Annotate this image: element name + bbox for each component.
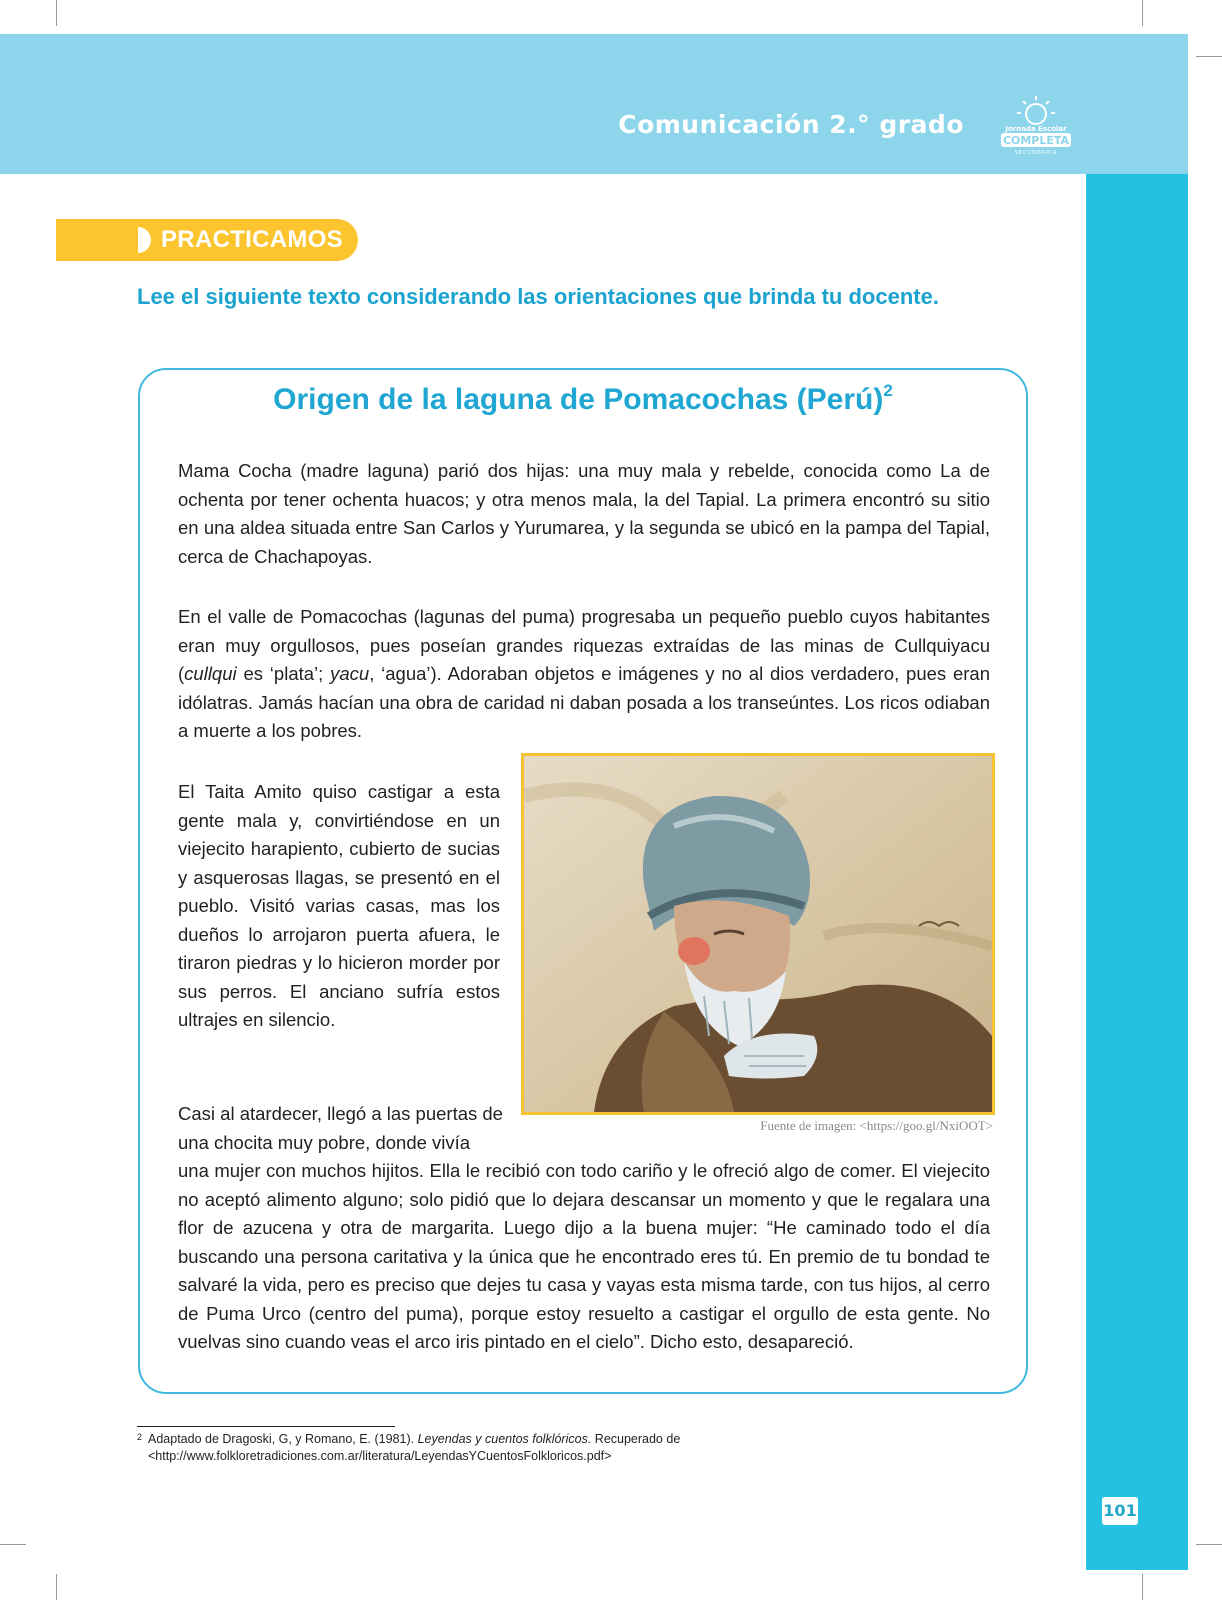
crop-mark — [1142, 0, 1143, 26]
story-paragraph: una mujer con muchos hijitos. Ella le recibió con todo cariño y le ofreció algo de comer. El viejecito no aceptó alimento alguno; solo pidió que lo dejara descansar un momento y que le regalara una flor de azucena y otra de margarita. Luego dijo a la buena mujer: “He caminado todo el día buscando una persona caritativa y la única que he encontrado eres tú. En premio de tu bondad te salvaré la vida, pero es preciso que dejes tu casa y vayas esta misma tarde, con tus hijos, al cerro de Puma Urco (centro del puma), porque estoy resuelto a castigar el orgullo de esta gente. No vuelvas sino cuando veas el arco iris pintado en el cielo”. Dicho esto, desapareció. — [178, 1160, 990, 1352]
crop-mark — [56, 1574, 57, 1600]
footnote-rule — [137, 1426, 395, 1427]
story-illustration — [521, 753, 995, 1115]
page-header-title: Comunicación 2.° grado — [618, 110, 964, 139]
paragraph-text: En el valle de Pomacochas (lagunas del puma) progresaba un pequeño pueblo cuyos habitantes eran muy orgullosos, pues poseían grandes riquezas extraídas de las minas de Cullquiyacu ( — [178, 606, 990, 684]
footnote-text: Recuperado de <http://www.folkloretradiciones.com.ar/literatura/LeyendasYCuentosFolkloricos.pdf> — [148, 1432, 681, 1463]
section-label-badge — [56, 219, 358, 261]
section-label: PRACTICAMOS — [161, 226, 343, 253]
story-paragraph: Mama Cocha (madre laguna) parió dos hijas: una muy mala y rebelde, conocida como La de ochenta por tener ochenta huacos; y otra menos mala, la del Tapial. La primera encontró su sitio en una aldea situada entre San Carlos y Yurumarea, y la segunda se ubicó en la pampa del Tapial, cerca de Chachapoyas. — [178, 460, 990, 567]
story-paragraph: El Taita Amito quiso castigar a esta gente mala y, convirtiéndose en un viejecito harapiento, cubierto de sucias y asquerosas llagas, se presentó en el pueblo. Visitó varias casas, mas los dueños lo arrojaron puerta afuera, le tiraron piedras y lo hicieron morder por sus perros. El anciano sufría estos ultrajes en silencio. — [178, 781, 500, 1030]
half-circle-icon — [138, 227, 151, 253]
paragraph-text: , ‘agua’). Adoraban objetos e imágenes y no al dios verdadero, pues eran idólatras. Jamás hacían una obra de caridad ni daban posada a los transeúntes. Los ricos odiaban a muerte a los pobres. — [178, 663, 990, 741]
jornada-escolar-completa-logo — [995, 94, 1077, 156]
crop-mark — [1196, 1544, 1222, 1545]
crop-mark — [1196, 56, 1222, 57]
footnote — [137, 1431, 1024, 1465]
svg-text:COMPLETA: COMPLETA — [1002, 134, 1070, 147]
story-paragraph — [178, 603, 990, 746]
story-paragraph: Casi al atardecer, llegó a las puertas de una chocita muy pobre, donde vivía — [178, 1103, 503, 1153]
svg-text:Jornada Escolar: Jornada Escolar — [1005, 125, 1067, 133]
story-title-text: Origen de la laguna de Pomacochas (Perú) — [273, 383, 884, 416]
reading-instruction: Lee el siguiente texto considerando las orientaciones que brinda tu docente. — [137, 284, 939, 309]
side-color-bar — [1086, 174, 1188, 1570]
image-caption: Fuente de imagen: <https://goo.gl/NxiOOT> — [760, 1118, 993, 1133]
footnote-text: Adaptado de Dragoski, G, y Romano, E. (1981). — [148, 1432, 418, 1446]
footnote-number: 2 — [137, 1432, 143, 1442]
footnote-ref: 2 — [883, 381, 893, 400]
crop-mark — [56, 0, 57, 26]
footnote-book-title: Leyendas y cuentos folklóricos. — [417, 1432, 592, 1446]
italic-term: cullqui — [184, 663, 237, 684]
page-number: 101 — [1102, 1497, 1138, 1525]
italic-term: yacu — [330, 663, 370, 684]
story-title — [138, 383, 1028, 417]
crop-mark — [0, 1544, 26, 1545]
paragraph-text: es ‘plata’; — [236, 663, 331, 684]
svg-text:SECUNDARIA: SECUNDARIA — [1014, 150, 1058, 156]
crop-mark — [1142, 1574, 1143, 1600]
